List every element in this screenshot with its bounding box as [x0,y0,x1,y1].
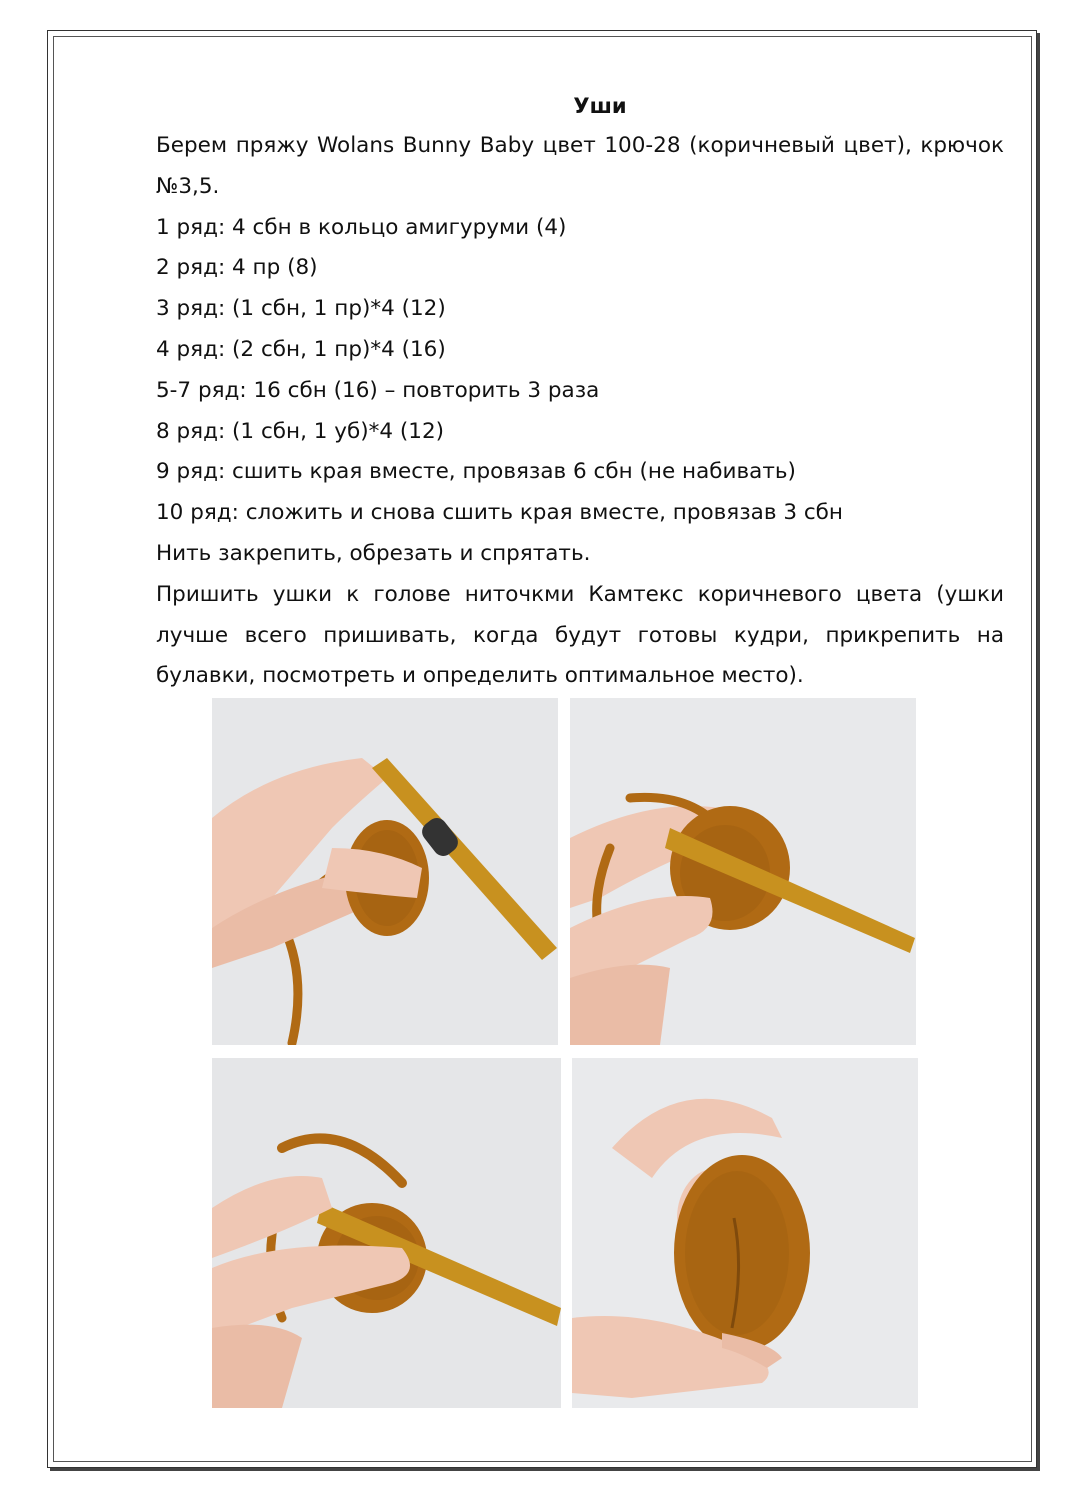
crochet-step-photo-3 [212,1058,561,1408]
row-instruction: 3 ряд: (1 сбн, 1 пр)*4 (12) [156,296,446,322]
photo-grid [212,698,920,1408]
row-instruction: 10 ряд: сложить и снова сшить края вместе, провязав 3 сбн [156,500,843,526]
section-title: Уши [573,94,627,118]
crochet-step-photo-1 [212,698,558,1045]
row-instruction: 9 ряд: сшить края вместе, провязав 6 сбн (не набивать) [156,459,796,485]
crochet-step-photo-2 [570,698,916,1045]
attach-instruction: Пришить ушки к голове ниточкми Камтекс коричневого цвета (ушки лучше всего пришивать, когда будут готовы кудри, прикрепить на булавки, посмотреть и определить оптимальное место). [156,581,1004,689]
row-instruction: 4 ряд: (2 сбн, 1 пр)*4 (16) [156,336,446,362]
finish-instruction: Нить закрепить, обрезать и спрятать. [156,540,591,566]
row-instruction: 2 ряд: 4 пр (8) [156,255,318,281]
row-instruction: 5-7 ряд: 16 сбн (16) – повторить 3 раза [156,377,600,403]
crochet-step-photo-4 [572,1058,918,1408]
yarn-intro-paragraph: Берем пряжу Wolans Bunny Baby цвет 100-28 (коричневый цвет), крючок №3,5. [156,133,1004,199]
row-instruction: 8 ряд: (1 сбн, 1 уб)*4 (12) [156,418,445,444]
row-instruction: 1 ряд: 4 сбн в кольцо амигуруми (4) [156,214,567,240]
document-body [156,86,1004,697]
